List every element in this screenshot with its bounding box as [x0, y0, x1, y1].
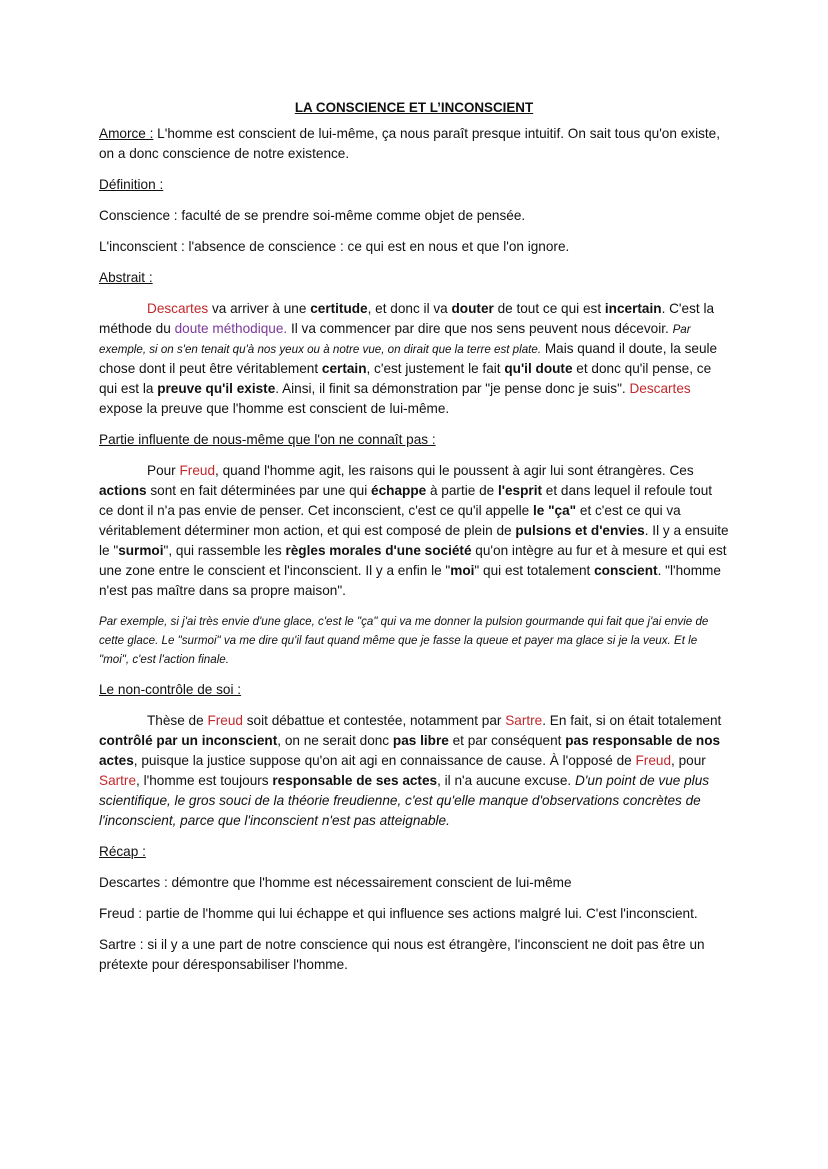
text-run: Il va commencer par dire que nos sens peuvent nous décevoir.: [287, 321, 673, 336]
text-run: , l'homme est toujours: [136, 773, 273, 788]
example-italic: Par exemple, si on s'en tenait qu'à nos yeux ou à notre vue, on dirait que la terre est plate.: [99, 323, 691, 356]
bold-term: contrôlé par un inconscient: [99, 733, 278, 748]
recap-freud: Freud : partie de l'homme qui lui échappe et qui influence ses actions malgré lui. C'est l'inconscient.: [99, 906, 698, 921]
bold-term: incertain: [604, 301, 662, 316]
bold-term: douter: [451, 301, 494, 316]
abstrait-paragraph: [99, 299, 729, 419]
text-run: va arriver à une: [208, 301, 311, 316]
definition-heading: Définition :: [99, 177, 164, 192]
bold-term: le "ça": [533, 503, 577, 518]
definition-conscience: Conscience : faculté de se prendre soi-même comme objet de pensée.: [99, 208, 526, 223]
text-run: et par conséquent: [448, 733, 566, 748]
recap-heading: Récap :: [99, 844, 146, 859]
non-controle-heading: Le non-contrôle de soi :: [99, 682, 242, 697]
text-run: Pour: [147, 463, 180, 478]
bold-term: échappe: [371, 483, 427, 498]
text-run: . En fait, si on était totalement: [542, 713, 722, 728]
author-freud: Freud: [179, 463, 216, 478]
text-run: de tout ce qui est: [493, 301, 605, 316]
text-run: et dans lequel il refoule tout ce dont il n'a pas envie de penser. Cet inconscient, c'est ce qu'il appelle: [99, 483, 713, 518]
abstrait-heading: Abstrait :: [99, 270, 153, 285]
bold-term: conscient: [594, 563, 658, 578]
partie-heading: Partie influente de nous-même que l'on ne connaît pas :: [99, 432, 436, 447]
definition-inconscient: L'inconscient : l'absence de conscience : ce qui est en nous et que l'on ignore.: [99, 239, 570, 254]
author-freud: Freud: [635, 753, 672, 768]
recap-sartre: Sartre : si il y a une part de notre conscience qui nous est étrangère, l'inconscient ne doit pas être un prétexte pour déresponsabiliser l'homme.: [99, 937, 705, 972]
text-run: à partie de: [426, 483, 498, 498]
author-sartre: Sartre: [505, 713, 543, 728]
italic-remark: D'un point de vue plus scientifique, le gros souci de la théorie freudienne, c'est qu'elle manque d'observations concrètes de l'inconscient, parce que l'inconscient n'est pas atteignable.: [99, 773, 710, 828]
amorce-paragraph: [99, 124, 729, 164]
text-run: ", qui rassemble les: [163, 543, 286, 558]
text-run: , pour: [671, 753, 706, 768]
bold-term: preuve qu'il existe: [157, 381, 276, 396]
bold-term: moi: [450, 563, 475, 578]
page-title: LA CONSCIENCE ET L’INCONSCIENT: [294, 100, 534, 115]
bold-term: surmoi: [118, 543, 164, 558]
method-term: doute méthodique.: [174, 321, 288, 336]
text-run: , on ne serait donc: [277, 733, 393, 748]
bold-term: qu'il doute: [504, 361, 573, 376]
bold-term: certitude: [310, 301, 368, 316]
text-run: qu'on intègre au fur et à mesure et qui est une zone entre le conscient et l'inconscient. Il y a enfin le ": [99, 543, 727, 578]
text-run: et donc qu'il pense, ce qui est la: [99, 361, 712, 396]
bold-term: règles morales d'une société: [285, 543, 472, 558]
text-run: . Il y a ensuite le ": [99, 523, 729, 558]
text-run: , il n'a aucune excuse.: [437, 773, 575, 788]
text-run: Mais quand il doute, la seule chose dont il peut être véritablement: [99, 341, 718, 376]
text-run: soit débattue et contestée, notamment par: [242, 713, 506, 728]
document-content: [99, 98, 729, 986]
bold-term: l'esprit: [497, 483, 543, 498]
text-run: Thèse de: [147, 713, 208, 728]
example-paragraph: Par exemple, si j'ai très envie d'une glace, c'est le "ça" qui va me donner la pulsion gourmande qui fait que j'ai envie de cette glace. Le "surmoi" va me dire qu'il faut quand même que je fasse la queue et payer ma glace si je la veux. Et le "moi", c'est l'action finale.: [99, 615, 709, 666]
bold-term: pas libre: [392, 733, 449, 748]
text-run: et c'est ce qui va véritablement déterminer mon action, et qui est composé de plein de: [99, 503, 681, 538]
bold-term: pas responsable de nos actes: [99, 733, 721, 768]
text-run: . Ainsi, il finit sa démonstration par "je pense donc je suis".: [275, 381, 630, 396]
text-run: , et donc il va: [367, 301, 452, 316]
author-sartre: Sartre: [99, 773, 137, 788]
author-descartes: Descartes: [629, 381, 691, 396]
text-run: " qui est totalement: [474, 563, 595, 578]
bold-term: responsable de ses actes: [272, 773, 438, 788]
non-controle-paragraph: [99, 711, 729, 831]
amorce-label: Amorce :: [99, 126, 154, 141]
recap-descartes: Descartes : démontre que l'homme est nécessairement conscient de lui-même: [99, 875, 572, 890]
author-descartes: Descartes: [147, 301, 209, 316]
text-run: , puisque la justice suppose qu'on ait agi en connaissance de cause. À l'opposé de: [133, 753, 636, 768]
text-run: . "l'homme n'est pas maître dans sa propre maison".: [99, 563, 721, 598]
text-run: , c'est justement le fait: [366, 361, 505, 376]
partie-paragraph: [99, 461, 729, 601]
bold-term: actions: [99, 483, 147, 498]
text-run: , quand l'homme agit, les raisons qui le poussent à agir lui sont étrangères. Ces: [215, 463, 694, 478]
text-run: . C'est la méthode du: [99, 301, 715, 336]
author-freud: Freud: [207, 713, 243, 728]
text-run: expose la preuve que l'homme est conscient de lui-même.: [99, 401, 450, 416]
text-run: sont en fait déterminées par une qui: [146, 483, 372, 498]
amorce-text: L'homme est conscient de lui-même, ça nous paraît presque intuitif. On sait tous qu'on existe, on a donc conscience de notre existence.: [99, 126, 720, 161]
bold-term: certain: [321, 361, 367, 376]
bold-term: pulsions et d'envies: [515, 523, 645, 538]
